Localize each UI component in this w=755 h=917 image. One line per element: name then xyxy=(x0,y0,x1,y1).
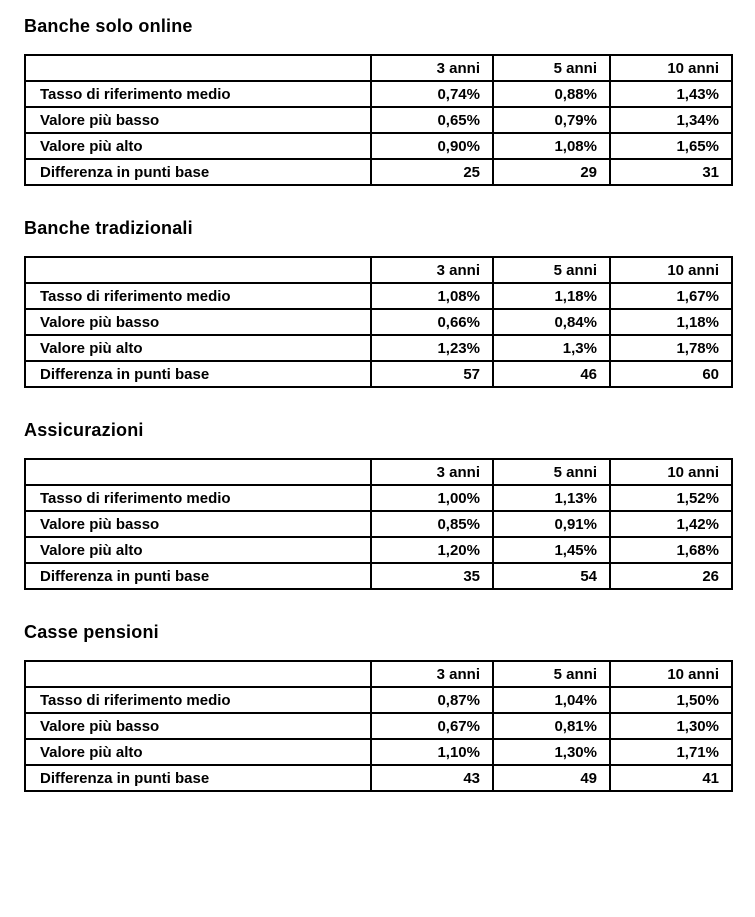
value-cell: 1,10% xyxy=(371,739,493,765)
table-row xyxy=(25,309,732,335)
column-header: 3 anni xyxy=(371,459,493,485)
value-cell: 1,20% xyxy=(371,537,493,563)
column-header: 10 anni xyxy=(610,55,732,81)
value-cell: 1,71% xyxy=(610,739,732,765)
row-label: Valore più basso xyxy=(25,511,371,537)
table-body xyxy=(25,283,732,387)
value-cell: 0,79% xyxy=(493,107,610,133)
value-cell: 31 xyxy=(610,159,732,185)
value-cell: 1,3% xyxy=(493,335,610,361)
table-row xyxy=(25,107,732,133)
value-cell: 0,67% xyxy=(371,713,493,739)
value-cell: 0,87% xyxy=(371,687,493,713)
value-cell: 0,81% xyxy=(493,713,610,739)
table-row xyxy=(25,335,732,361)
table-row xyxy=(25,713,732,739)
value-cell: 0,90% xyxy=(371,133,493,159)
table-body xyxy=(25,687,732,791)
value-cell: 1,67% xyxy=(610,283,732,309)
value-cell: 1,68% xyxy=(610,537,732,563)
row-label: Differenza in punti base xyxy=(25,765,371,791)
table-head xyxy=(25,257,732,283)
value-cell: 0,91% xyxy=(493,511,610,537)
value-cell: 1,52% xyxy=(610,485,732,511)
value-cell: 1,50% xyxy=(610,687,732,713)
table-section xyxy=(24,16,733,186)
row-label: Differenza in punti base xyxy=(25,563,371,589)
corner-cell xyxy=(25,55,371,81)
value-cell: 43 xyxy=(371,765,493,791)
header-row xyxy=(25,257,732,283)
value-cell: 1,18% xyxy=(610,309,732,335)
value-cell: 49 xyxy=(493,765,610,791)
table-row xyxy=(25,283,732,309)
table-section xyxy=(24,622,733,792)
row-label: Tasso di riferimento medio xyxy=(25,283,371,309)
column-header: 5 anni xyxy=(493,55,610,81)
value-cell: 1,00% xyxy=(371,485,493,511)
value-cell: 1,08% xyxy=(493,133,610,159)
row-label: Valore più basso xyxy=(25,713,371,739)
table-row xyxy=(25,563,732,589)
value-cell: 1,78% xyxy=(610,335,732,361)
value-cell: 35 xyxy=(371,563,493,589)
table-row xyxy=(25,133,732,159)
value-cell: 0,88% xyxy=(493,81,610,107)
table-row xyxy=(25,739,732,765)
value-cell: 26 xyxy=(610,563,732,589)
value-cell: 0,85% xyxy=(371,511,493,537)
rates-table xyxy=(24,660,733,792)
value-cell: 60 xyxy=(610,361,732,387)
value-cell: 0,74% xyxy=(371,81,493,107)
value-cell: 0,65% xyxy=(371,107,493,133)
table-section xyxy=(24,420,733,590)
table-row xyxy=(25,537,732,563)
table-head xyxy=(25,459,732,485)
corner-cell xyxy=(25,459,371,485)
column-header: 3 anni xyxy=(371,257,493,283)
section-title: Assicurazioni xyxy=(24,420,144,440)
table-body xyxy=(25,81,732,185)
value-cell: 1,13% xyxy=(493,485,610,511)
row-label: Differenza in punti base xyxy=(25,361,371,387)
rates-table xyxy=(24,458,733,590)
value-cell: 1,08% xyxy=(371,283,493,309)
column-header: 5 anni xyxy=(493,661,610,687)
section-title: Casse pensioni xyxy=(24,622,159,642)
row-label: Valore più alto xyxy=(25,537,371,563)
table-head xyxy=(25,55,732,81)
table-row xyxy=(25,511,732,537)
value-cell: 1,30% xyxy=(493,739,610,765)
rates-table xyxy=(24,54,733,186)
table-row xyxy=(25,485,732,511)
column-header: 10 anni xyxy=(610,257,732,283)
row-label: Tasso di riferimento medio xyxy=(25,485,371,511)
table-row xyxy=(25,159,732,185)
header-row xyxy=(25,661,732,687)
table-row xyxy=(25,81,732,107)
header-row xyxy=(25,459,732,485)
value-cell: 0,84% xyxy=(493,309,610,335)
column-header: 10 anni xyxy=(610,459,732,485)
row-label: Valore più alto xyxy=(25,335,371,361)
row-label: Valore più basso xyxy=(25,107,371,133)
value-cell: 0,66% xyxy=(371,309,493,335)
value-cell: 1,45% xyxy=(493,537,610,563)
value-cell: 46 xyxy=(493,361,610,387)
corner-cell xyxy=(25,257,371,283)
value-cell: 1,23% xyxy=(371,335,493,361)
value-cell: 1,34% xyxy=(610,107,732,133)
row-label: Tasso di riferimento medio xyxy=(25,687,371,713)
table-row xyxy=(25,765,732,791)
value-cell: 1,04% xyxy=(493,687,610,713)
value-cell: 1,30% xyxy=(610,713,732,739)
column-header: 5 anni xyxy=(493,257,610,283)
value-cell: 54 xyxy=(493,563,610,589)
table-row xyxy=(25,361,732,387)
column-header: 5 anni xyxy=(493,459,610,485)
value-cell: 1,43% xyxy=(610,81,732,107)
row-label: Valore più alto xyxy=(25,739,371,765)
table-section xyxy=(24,218,733,388)
row-label: Valore più alto xyxy=(25,133,371,159)
column-header: 3 anni xyxy=(371,55,493,81)
section-title: Banche tradizionali xyxy=(24,218,193,238)
value-cell: 25 xyxy=(371,159,493,185)
row-label: Differenza in punti base xyxy=(25,159,371,185)
value-cell: 1,42% xyxy=(610,511,732,537)
section-title: Banche solo online xyxy=(24,16,193,36)
table-row xyxy=(25,687,732,713)
header-row xyxy=(25,55,732,81)
table-body xyxy=(25,485,732,589)
value-cell: 1,18% xyxy=(493,283,610,309)
rates-table xyxy=(24,256,733,388)
column-header: 3 anni xyxy=(371,661,493,687)
value-cell: 29 xyxy=(493,159,610,185)
value-cell: 41 xyxy=(610,765,732,791)
value-cell: 1,65% xyxy=(610,133,732,159)
row-label: Valore più basso xyxy=(25,309,371,335)
column-header: 10 anni xyxy=(610,661,732,687)
table-head xyxy=(25,661,732,687)
row-label: Tasso di riferimento medio xyxy=(25,81,371,107)
value-cell: 57 xyxy=(371,361,493,387)
corner-cell xyxy=(25,661,371,687)
